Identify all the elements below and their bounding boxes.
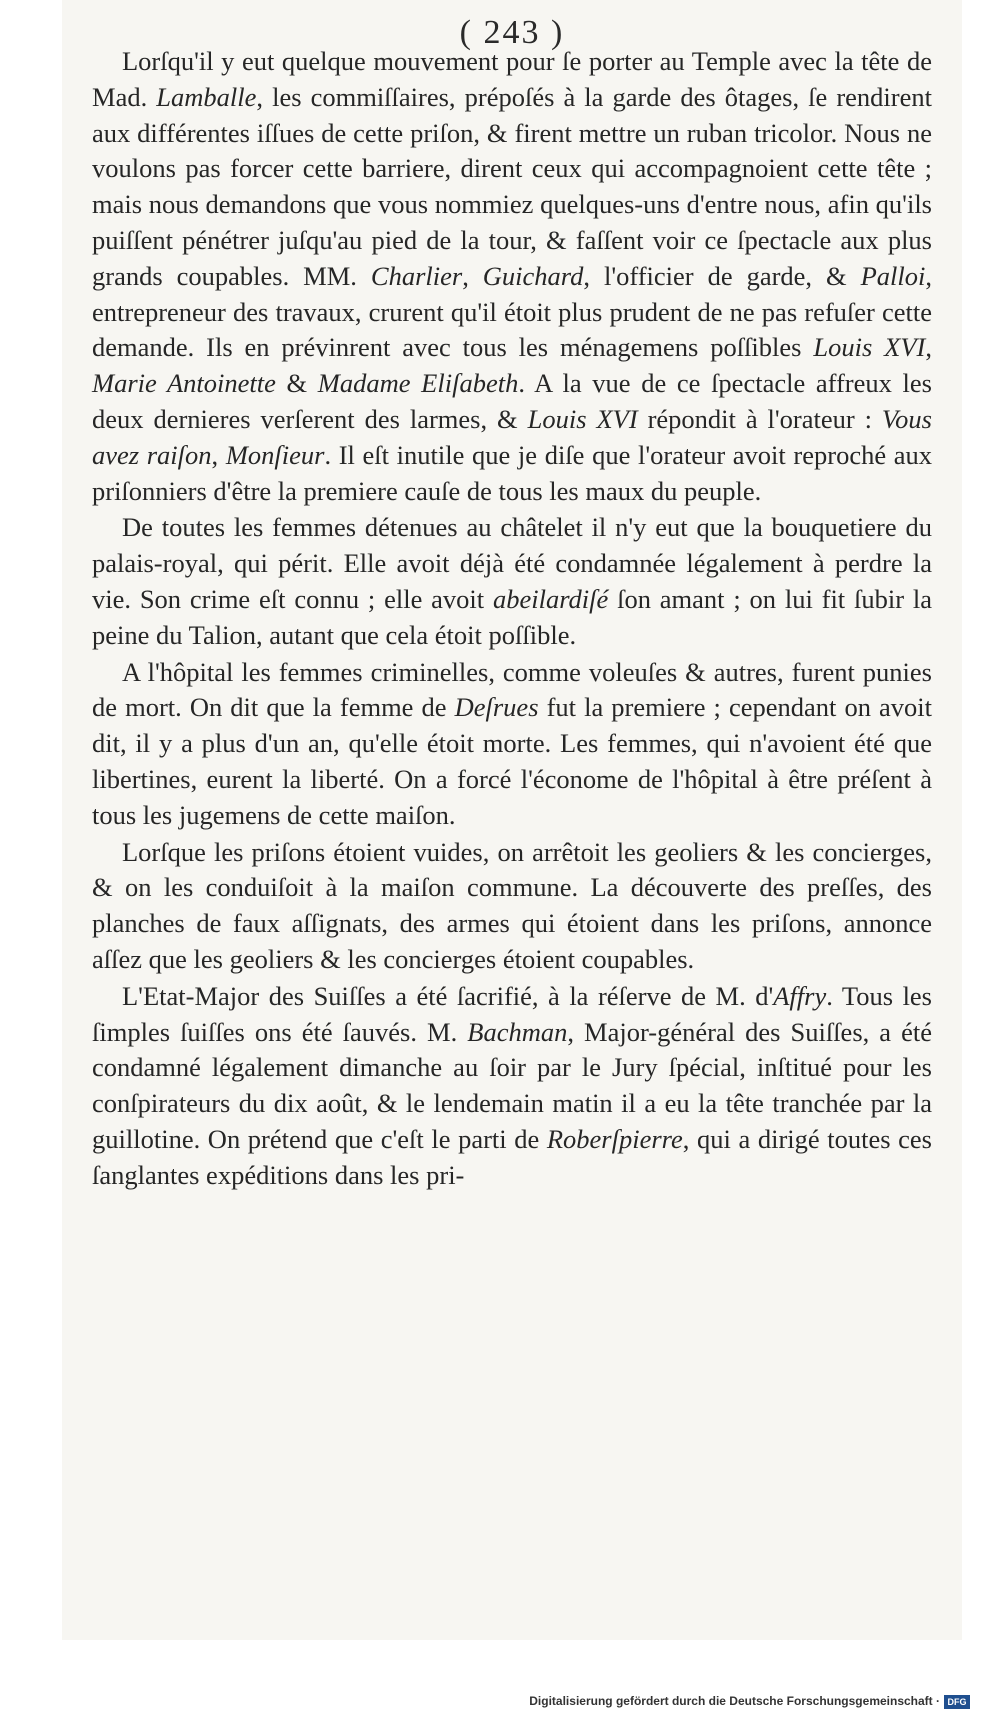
funding-credit-text: Digitalisierung gefördert durch die Deutsche Forschungsgemeinschaft · [529, 1694, 940, 1708]
paragraph [92, 655, 932, 834]
text-run: répondit à l'orateur : [637, 403, 882, 434]
text-run: , entrepreneur des travaux, crurent qu'il étoit plus prudent de ne pas refuſer cette demande. Ils en prévinrent avec tous les ménagemens poſſibles [92, 260, 932, 363]
italic-text-run: Bachman [467, 1016, 568, 1047]
italic-text-run: abeilardiſé [492, 583, 609, 614]
paragraph [92, 979, 932, 1194]
text-run: A l'hôpital les femmes criminelles, comme voleuſes & autres, furent punies de mort. On dit que la femme de [92, 656, 932, 723]
italic-text-run: Palloi [860, 260, 926, 291]
italic-text-run: Louis XVI [527, 403, 638, 434]
italic-text-run: Roberſpierre [546, 1123, 683, 1154]
paragraph [92, 835, 932, 978]
page-number: ( 243 ) [459, 14, 565, 51]
text-run: De toutes les femmes détenues au châtelet il n'y eut que la bouquetiere du palais-royal, qui périt. Elle avoit déjà été condamnée légalement à perdre la vie. Son crime eſt connu ; elle avoit [92, 512, 932, 614]
digitization-footer [0, 1690, 1000, 1715]
dfg-logo: DFG [944, 1695, 970, 1709]
text-run: fut la premiere ; cependant on avoit dit, il y a plus d'un an, qu'elle étoit morte. Les femmes, qui n'avoient été que libertines, eurent la liberté. On a forcé l'économe de l'hôpital à être préſent à tous les jugemens de cette maiſon. [92, 692, 933, 830]
text-run: ſon amant ; on lui fit ſubir la peine du Talion, autant que cela étoit poſſible. [92, 583, 932, 650]
text-run: , Major-général des Suiſſes, a été condamné légalement dimanche au ſoir par le Jury ſpécial, inſtitué pour les conſpirateurs du dix août, & le lendemain matin il a eu la tête tranchée par la guillotine. On prétend que c'eſt le parti de [92, 1016, 932, 1154]
document-page [62, 0, 962, 1640]
italic-text-run: Louis XVI [813, 332, 926, 363]
text-run: . A la vue de ce ſpectacle affreux les deux dernieres verſerent des larmes, & [92, 368, 932, 434]
italic-text-run: Guichard [482, 260, 584, 291]
text-run: . Il eſt inutile que je diſe que l'orateur avoit reproché aux priſonniers d'être la premiere cauſe de tous les maux du peuple. [92, 439, 933, 506]
text-run: , [925, 332, 932, 363]
italic-text-run: Vous avez raiſon [92, 403, 932, 470]
text-run: , [211, 439, 226, 470]
text-run: L'Etat-Major des Suiſſes a été ſacrifié, à la réſerve de M. d' [122, 980, 774, 1011]
text-run: , qui a dirigé toutes ces ſanglantes expéditions dans les pri- [92, 1123, 932, 1190]
text-run: , [462, 260, 483, 291]
text-run: & [275, 368, 318, 399]
text-run: Lorſque les priſons étoient vuides, on arrêtoit les geoliers & les concierges, & on les conduiſoit à la maiſon commune. La découverte des preſſes, des planches de faux aſſignats, des armes qui étoient dans les priſons, annonce aſſez que les geoliers & les concierges étoient coupables. [92, 836, 932, 974]
text-run: , les commiſſaires, prépoſés à la garde des ôtages, ſe rendirent aux différentes iſſues de cette priſon, & firent mettre un ruban tricolor. Nous ne voulons pas forcer cette barriere, dirent ceux qui accompagnoient cette tête ; mais nous demandons que vous nommiez quelques-uns d'entre nous, afin qu'ils puiſſent pénétrer juſqu'au pied de la tour, & faſſent voir ce ſpectacle aux plus grands coupables. MM. [92, 81, 932, 291]
funding-credit [529, 1694, 970, 1709]
italic-text-run: Marie Antoinette [92, 368, 276, 399]
italic-text-run: Madame Eliſabeth [317, 368, 519, 399]
paragraph [92, 44, 932, 509]
text-run: , l'officier de garde, & [583, 260, 861, 291]
italic-text-run: Charlier [370, 260, 463, 291]
italic-text-run: Deſrues [454, 692, 539, 723]
paragraph [92, 510, 932, 653]
text-run: Lorſqu'il y eut quelque mouvement pour ſe porter au Temple avec la tête de Mad. [92, 46, 932, 112]
italic-text-run: Monſieur [225, 439, 325, 470]
italic-text-run: Lamballe [156, 81, 257, 112]
body-text [92, 44, 932, 1194]
text-run: . Tous les ſimples ſuiſſes ons été ſauvés. M. [92, 980, 933, 1047]
italic-text-run: Affry [773, 980, 827, 1011]
